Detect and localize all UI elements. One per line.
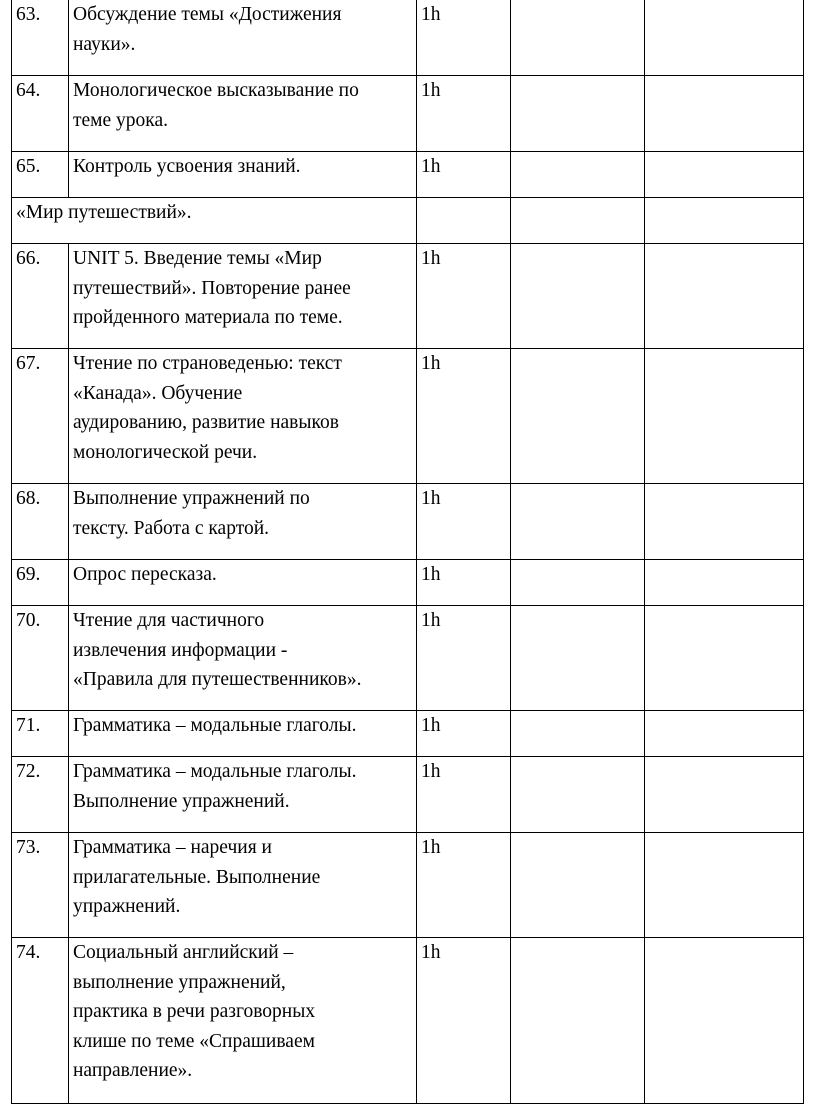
lesson-hours: 1h bbox=[417, 757, 511, 833]
lesson-topic-line: UNIT 5. Введение темы «Мир bbox=[73, 248, 322, 269]
lesson-topic-line: «Правила для путешественников». bbox=[73, 669, 362, 690]
lesson-row bbox=[12, 152, 804, 198]
lesson-number: 71. bbox=[12, 711, 69, 757]
lesson-hours: 1h bbox=[417, 484, 511, 560]
section-title: «Мир путешествий». bbox=[12, 198, 417, 244]
lesson-hours: 1h bbox=[417, 833, 511, 938]
lesson-topic-line: пройденного материала по теме. bbox=[73, 307, 343, 328]
lesson-topic-line: выполнение упражнений, bbox=[73, 971, 286, 993]
lesson-topic bbox=[69, 833, 417, 938]
lesson-topic bbox=[69, 606, 417, 711]
lesson-row bbox=[12, 76, 804, 152]
lesson-topic bbox=[69, 560, 417, 606]
lesson-row bbox=[12, 938, 804, 1104]
lesson-topic-line: Выполнение упражнений по bbox=[73, 488, 310, 509]
lesson-topic-line: Контроль усвоения знаний. bbox=[73, 156, 301, 177]
lesson-topic-line: Грамматика – модальные глаголы. bbox=[73, 761, 357, 782]
lesson-topic-line: путешествий». Повторение ранее bbox=[73, 277, 351, 299]
lesson-row bbox=[12, 560, 804, 606]
lesson-date-cell-1 bbox=[511, 76, 645, 152]
section-hours-cell bbox=[417, 198, 511, 244]
lesson-topic-line: теме урока. bbox=[73, 109, 169, 131]
lesson-topic-line: Чтение по страноведенью: текст bbox=[73, 353, 342, 374]
lesson-topic-line: извлечения информации - bbox=[73, 639, 288, 661]
lesson-topic bbox=[69, 349, 417, 484]
lesson-date-cell-2 bbox=[645, 833, 804, 938]
lesson-topic-line: Обсуждение темы «Достижения bbox=[73, 4, 342, 25]
lesson-topic-line: Монологическое высказывание по bbox=[73, 80, 359, 101]
lesson-date-cell-1 bbox=[511, 152, 645, 198]
lesson-date-cell-2 bbox=[645, 76, 804, 152]
lesson-topic bbox=[69, 484, 417, 560]
lesson-date-cell-1 bbox=[511, 711, 645, 757]
lesson-date-cell-1 bbox=[511, 833, 645, 938]
lesson-topic-line: Опрос пересказа. bbox=[73, 564, 217, 585]
lesson-date-cell-1 bbox=[511, 244, 645, 349]
lesson-topic-line: прилагательные. Выполнение bbox=[73, 866, 321, 888]
lesson-row bbox=[12, 606, 804, 711]
lesson-hours: 1h bbox=[417, 152, 511, 198]
lesson-topic-line: направление». bbox=[73, 1060, 193, 1081]
lesson-topic bbox=[69, 244, 417, 349]
lesson-hours: 1h bbox=[417, 0, 511, 76]
lesson-date-cell-2 bbox=[645, 757, 804, 833]
lesson-topic-line: Чтение для частичного bbox=[73, 610, 265, 631]
lesson-topic-line: упражнений. bbox=[73, 896, 181, 917]
lesson-number: 64. bbox=[12, 76, 69, 152]
section-date-cell-1 bbox=[511, 198, 645, 244]
lesson-topic-line: Выполнение упражнений. bbox=[73, 790, 290, 812]
lesson-topic bbox=[69, 757, 417, 833]
lesson-hours: 1h bbox=[417, 76, 511, 152]
lesson-hours: 1h bbox=[417, 606, 511, 711]
lesson-date-cell-2 bbox=[645, 244, 804, 349]
lesson-date-cell-2 bbox=[645, 560, 804, 606]
lesson-number: 65. bbox=[12, 152, 69, 198]
lesson-row bbox=[12, 349, 804, 484]
lesson-hours: 1h bbox=[417, 560, 511, 606]
lesson-number: 72. bbox=[12, 757, 69, 833]
lesson-topic bbox=[69, 0, 417, 76]
lesson-topic-line: Социальный английский – bbox=[73, 942, 294, 963]
lesson-hours: 1h bbox=[417, 938, 511, 1104]
lesson-topic-line: практика в речи разговорных bbox=[73, 1001, 316, 1022]
lesson-date-cell-1 bbox=[511, 757, 645, 833]
lesson-topic-line: Грамматика – наречия и bbox=[73, 837, 272, 858]
lesson-row bbox=[12, 484, 804, 560]
lesson-number: 74. bbox=[12, 938, 69, 1104]
lesson-number: 63. bbox=[12, 0, 69, 76]
lesson-hours: 1h bbox=[417, 244, 511, 349]
lesson-number: 68. bbox=[12, 484, 69, 560]
lesson-date-cell-2 bbox=[645, 938, 804, 1104]
lesson-topic-line: аудированию, развитие навыков bbox=[73, 412, 339, 433]
lesson-date-cell-1 bbox=[511, 606, 645, 711]
lesson-number: 66. bbox=[12, 244, 69, 349]
lesson-topic bbox=[69, 711, 417, 757]
lesson-row bbox=[12, 757, 804, 833]
lesson-date-cell-2 bbox=[645, 484, 804, 560]
lesson-topic bbox=[69, 938, 417, 1104]
lesson-date-cell-1 bbox=[511, 560, 645, 606]
section-row bbox=[12, 198, 804, 244]
section-date-cell-2 bbox=[645, 198, 804, 244]
lesson-date-cell-1 bbox=[511, 0, 645, 76]
lesson-row bbox=[12, 0, 804, 76]
lesson-hours: 1h bbox=[417, 711, 511, 757]
lesson-date-cell-2 bbox=[645, 0, 804, 76]
lesson-date-cell-2 bbox=[645, 711, 804, 757]
lesson-topic-line: клише по теме «Спрашиваем bbox=[73, 1030, 315, 1052]
lesson-topic bbox=[69, 76, 417, 152]
lesson-date-cell-1 bbox=[511, 938, 645, 1104]
lesson-date-cell-2 bbox=[645, 349, 804, 484]
lesson-number: 73. bbox=[12, 833, 69, 938]
lesson-row bbox=[12, 711, 804, 757]
lesson-topic-line: тексту. Работа с картой. bbox=[73, 517, 270, 539]
lesson-hours: 1h bbox=[417, 349, 511, 484]
lesson-number: 69. bbox=[12, 560, 69, 606]
lesson-number: 70. bbox=[12, 606, 69, 711]
lesson-row bbox=[12, 833, 804, 938]
lesson-date-cell-1 bbox=[511, 484, 645, 560]
lesson-plan-body bbox=[12, 0, 804, 1104]
lesson-topic bbox=[69, 152, 417, 198]
lesson-date-cell-2 bbox=[645, 152, 804, 198]
lesson-plan-table bbox=[11, 0, 804, 1104]
lesson-row bbox=[12, 244, 804, 349]
lesson-date-cell-1 bbox=[511, 349, 645, 484]
lesson-topic-line: науки». bbox=[73, 33, 136, 55]
lesson-number: 67. bbox=[12, 349, 69, 484]
lesson-topic-line: Грамматика – модальные глаголы. bbox=[73, 715, 357, 736]
lesson-date-cell-2 bbox=[645, 606, 804, 711]
lesson-topic-line: монологической речи. bbox=[73, 441, 258, 463]
lesson-topic-line: «Канада». Обучение bbox=[73, 382, 243, 404]
